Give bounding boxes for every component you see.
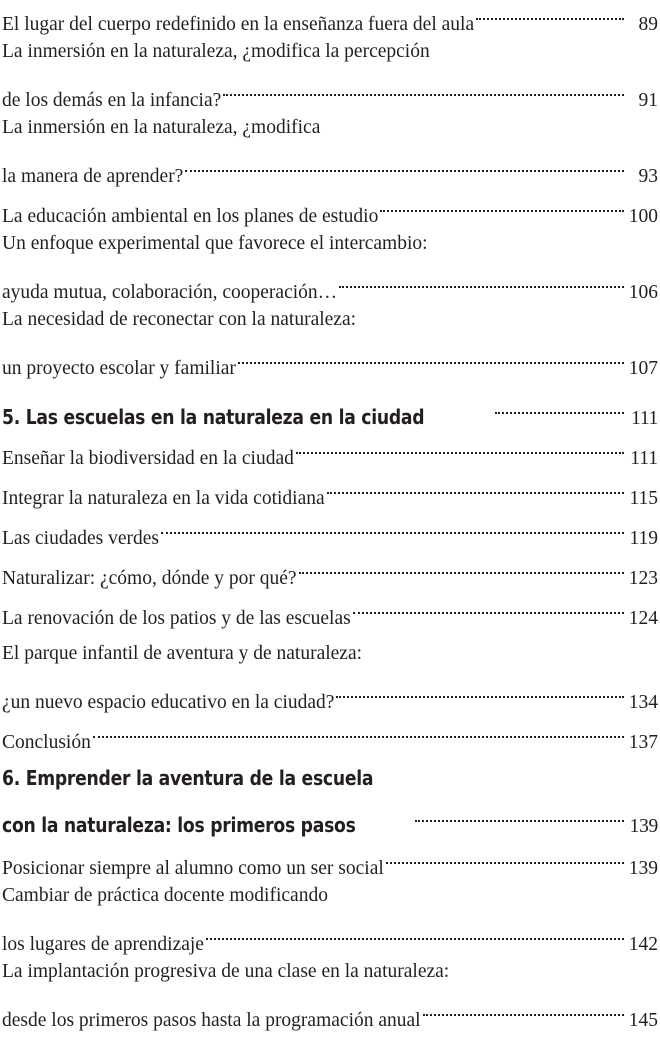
toc-section-entry [2,0,658,35]
dot-leader [223,70,624,106]
toc-line [2,110,658,146]
toc-line [2,672,658,713]
section-title: La renovación de los patios y de las escuelas [2,608,351,629]
toc-section-entry [2,110,658,187]
dot-leader [476,0,624,30]
section-title: Integrar la naturaleza en la vida cotidiana [2,488,325,509]
section-title: los lugares de aprendizaje [2,934,204,955]
toc-section-entry [2,34,658,111]
dot-leader [327,468,624,504]
toc-section-entry [2,468,658,509]
dot-leader [299,548,624,584]
section-title: El lugar del cuerpo redefinido en la enseñanza fuera del aula [2,14,475,35]
dot-leader [423,990,624,1026]
dot-leader [495,388,624,424]
toc-line [2,760,658,796]
page-number: 124 [628,608,658,629]
toc-chapter-entry [2,388,658,429]
dot-leader [336,672,624,708]
toc-section-entry [2,302,658,379]
page-number: 119 [629,528,658,549]
toc-line [2,878,658,914]
dot-leader [380,186,624,222]
page-number: 137 [628,732,658,753]
toc-line [2,990,658,1031]
toc-line [2,70,658,111]
chapter-title: con la naturaleza: los primeros pasos [2,813,356,837]
dot-leader [206,914,624,950]
section-title: Enseñar la biodiversidad en la ciudad [2,448,294,469]
toc-line [2,796,658,837]
section-title: Las ciudades verdes [2,528,160,549]
toc-line [2,468,658,509]
toc-line [2,954,658,990]
page-number: 139 [628,858,658,879]
chapter-title: 6. Emprender la aventura de la escuela [2,766,374,790]
toc-chapter-entry [2,760,658,837]
section-title: La educación ambiental en los planes de estudio [2,206,379,227]
page-number: 111 [631,408,658,429]
toc-section-entry [2,186,658,227]
section-title: Cambiar de práctica docente modificando [2,885,328,906]
dot-leader [185,146,624,182]
section-title: de los demás en la infancia? [2,90,222,111]
section-title: El parque infantil de aventura y de naturaleza: [2,643,363,664]
toc-line [2,34,658,70]
toc-section-entry [2,548,658,589]
toc-line [2,302,658,338]
toc-line [2,508,658,549]
page-number: 89 [638,14,658,35]
toc-line [2,712,658,753]
page-number: 91 [638,90,658,111]
dot-leader [238,338,624,374]
dot-leader [415,796,624,832]
toc-section-entry [2,954,658,1031]
dot-leader [386,838,624,874]
section-title: Un enfoque experimental que favorece el intercambio: [2,233,428,254]
toc-section-entry [2,508,658,549]
page-number: 100 [628,206,658,227]
toc-line [2,0,658,35]
section-title: la manera de aprender? [2,166,184,187]
chapter-title: 5. Las escuelas en la naturaleza en la ciudad [2,405,425,429]
dot-leader [296,428,624,464]
toc-line [2,636,658,672]
toc-line [2,186,658,227]
toc-section-entry [2,588,658,629]
page-number: 139 [629,816,658,837]
section-title: desde los primeros pasos hasta la programación anual [2,1010,421,1031]
page-number: 106 [628,282,658,303]
toc-line [2,262,658,303]
toc-line [2,226,658,262]
toc-line [2,588,658,629]
section-title: ¿un nuevo espacio educativo en la ciudad? [2,692,335,713]
dot-leader [353,588,624,624]
toc-section-entry [2,838,658,879]
toc-line [2,146,658,187]
section-title: La inmersión en la naturaleza, ¿modifica la percepción [2,41,430,62]
section-title: La implantación progresiva de una clase en la naturaleza: [2,961,450,982]
toc-section-entry [2,636,658,713]
toc-line [2,548,658,589]
toc-line [2,838,658,879]
section-title: La inmersión en la naturaleza, ¿modifica [2,117,321,138]
section-title: un proyecto escolar y familiar [2,358,236,379]
page-number: 134 [628,692,658,713]
page-number: 93 [638,166,658,187]
section-title: Conclusión [2,732,91,753]
section-title: La necesidad de reconectar con la naturaleza: [2,309,357,330]
page-number: 145 [628,1010,658,1031]
toc-section-entry [2,428,658,469]
section-title: Naturalizar: ¿cómo, dónde y por qué? [2,568,297,589]
dot-leader [161,508,624,544]
toc-line [2,338,658,379]
page-number: 115 [629,488,658,509]
page-number: 142 [628,934,658,955]
toc-section-entry [2,226,658,303]
toc-section-entry [2,878,658,955]
section-title: Posicionar siempre al alumno como un ser social [2,858,384,879]
dot-leader [93,712,624,748]
toc-line [2,428,658,469]
section-title: ayuda mutua, colaboración, cooperación… [2,282,338,303]
toc-section-entry [2,712,658,753]
dot-leader [339,262,624,298]
toc-line [2,914,658,955]
toc-line [2,388,658,429]
page-number: 107 [628,358,658,379]
page-number: 111 [630,448,658,469]
page-number: 123 [628,568,658,589]
